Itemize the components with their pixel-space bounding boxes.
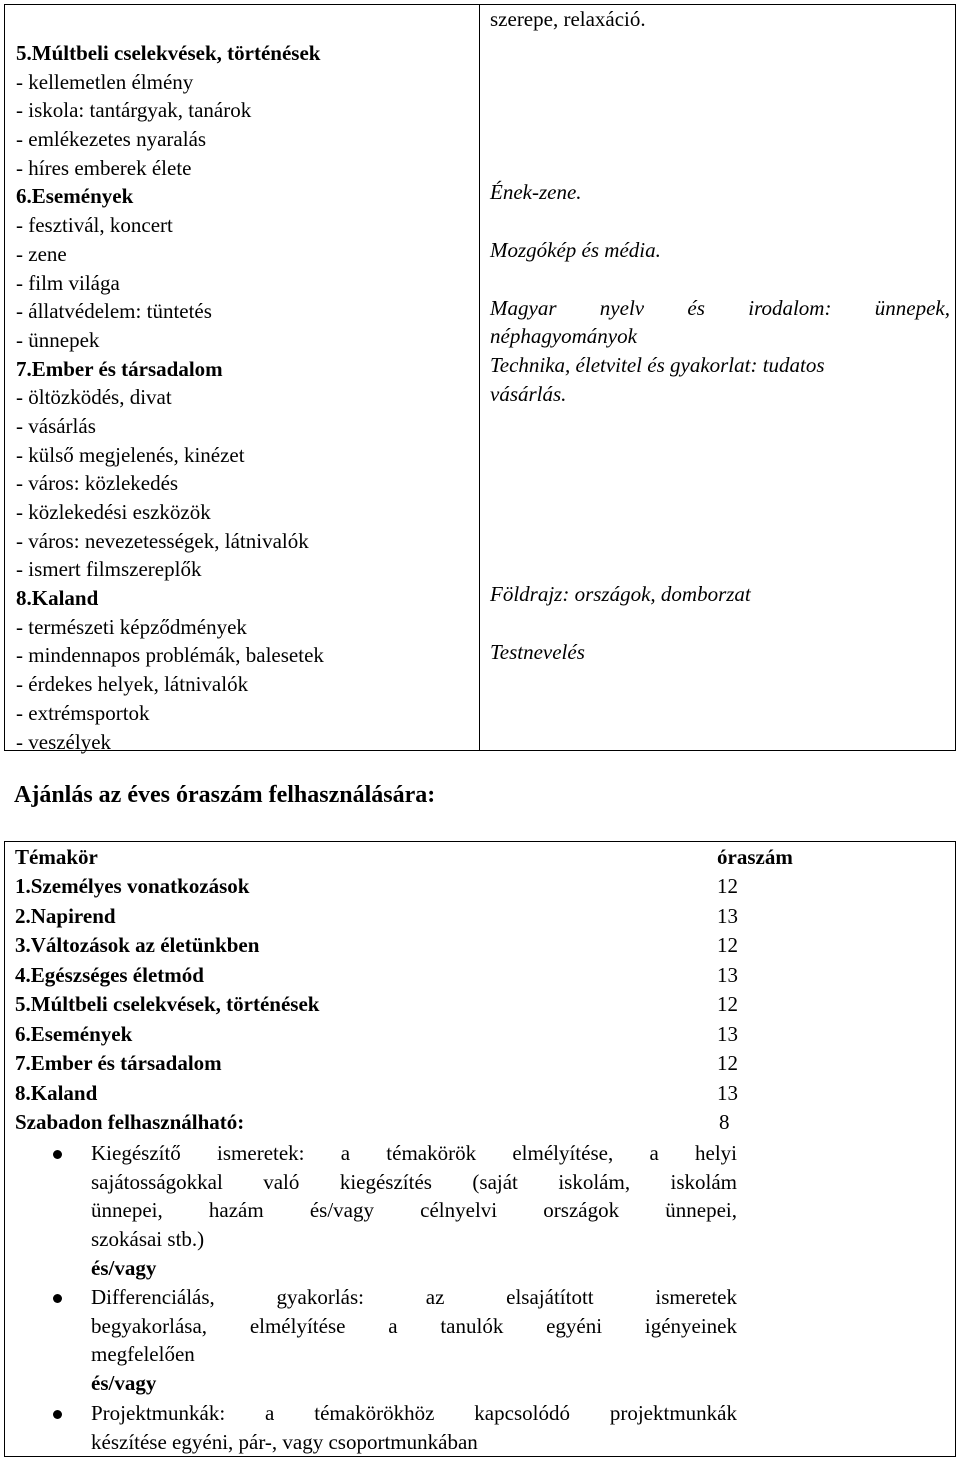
topic-heading: 7.Ember és társadalom (16, 356, 223, 381)
bullet-icon (53, 1150, 62, 1159)
bullet-line: sajátosságokkal való kiegészítés (saját iskolám, iskolám (91, 1169, 737, 1194)
bullet-item (53, 1283, 737, 1403)
table-row-topic: 3.Változások az életünkben (15, 933, 260, 957)
bullet-item (53, 1399, 737, 1457)
table-row-hours: 12 (717, 874, 738, 898)
topic-item: - iskola: tantárgyak, tanárok (16, 98, 252, 123)
free-hours-value: 8 (719, 1110, 730, 1134)
hours-table (4, 841, 956, 1457)
header-topic: Témakör (15, 845, 98, 869)
topic-item: - emlékezetes nyaralás (16, 127, 207, 152)
topic-item: - város: közlekedés (16, 471, 179, 496)
topic-item: - híres emberek élete (16, 155, 192, 180)
subject-link: vásárlás. (490, 382, 567, 406)
table-row-hours: 12 (717, 992, 738, 1016)
bullet-line: Differenciálás, gyakorlás: az elsajátított ismeretek (91, 1285, 737, 1309)
bullet-icon (53, 1294, 62, 1303)
topic-item: - érdekes helyek, látnivalók (16, 672, 249, 697)
topic-item: - város: nevezetességek, látnivalók (16, 528, 309, 553)
table-row-topic: 4.Egészséges életmód (15, 962, 204, 987)
column-divider (479, 5, 480, 750)
bullet-item (53, 1139, 737, 1289)
table-row-topic: 2.Napirend (15, 903, 116, 928)
table-row-hours: 13 (717, 962, 738, 987)
table-row-hours: 13 (717, 1080, 738, 1105)
topic-item: - veszélyek (16, 729, 112, 754)
bullet-line: szokásai stb.) (91, 1227, 205, 1252)
topic-item: - kellemetlen élmény (16, 69, 194, 94)
bullet-text (91, 1399, 737, 1456)
bullet-line: Projektmunkák: a témakörökhöz kapcsolódó projektmunkák (91, 1401, 737, 1425)
subject-link: Testnevelés (490, 640, 585, 664)
topic-item: - ünnepek (16, 327, 100, 352)
topic-heading: 6.Események (16, 184, 134, 209)
topic-item: - zene (16, 241, 67, 266)
bullet-icon (53, 1410, 62, 1419)
topic-item: - film világa (16, 270, 120, 295)
section-heading: Ajánlás az éves óraszám felhasználására: (14, 782, 436, 808)
topic-item: - öltözködés, divat (16, 385, 172, 410)
table-row-hours: 13 (717, 1021, 738, 1046)
subject-link: Magyar nyelv és irodalom: ünnepek, (490, 296, 950, 320)
topics-column (16, 39, 476, 756)
subject-link: Földrajz: országok, domborzat (490, 582, 751, 606)
bullet-line: begyakorlása, elmélyítése a tanulók egyéni igényeinek (91, 1313, 737, 1338)
topic-item: - extrémsportok (16, 700, 150, 725)
subject-link: néphagyományok (490, 324, 637, 348)
bullet-text (91, 1283, 737, 1398)
bullet-line: ünnepei, hazám és/vagy célnyelvi országok ünnepei, (91, 1198, 737, 1223)
table-row-hours: 13 (717, 903, 738, 928)
topic-item: - külső megjelenés, kinézet (16, 442, 245, 467)
topic-heading: 8.Kaland (16, 586, 99, 611)
curriculum-table (4, 4, 956, 754)
header-hours: óraszám (717, 845, 793, 869)
topic-item: - állatvédelem: tüntetés (16, 299, 212, 324)
connector-text: és/vagy (91, 1255, 157, 1280)
topic-item: - ismert filmszereplők (16, 557, 202, 582)
continued-text: szerepe, relaxáció. (490, 7, 646, 31)
subject-link: Mozgókép és média. (490, 238, 661, 262)
subject-link: Technika, életvitel és gyakorlat: tudatos (490, 353, 825, 377)
table-row-topic: 6.Események (15, 1021, 133, 1046)
table-row-hours: 12 (717, 933, 738, 957)
bullet-text (91, 1139, 737, 1283)
free-hours-label: Szabadon felhasználható: (15, 1110, 245, 1134)
bullet-line: Kiegészítő ismeretek: a témakörök elmélyítése, a helyi (91, 1141, 737, 1165)
table-row-topic: 5.Múltbeli cselekvések, történések (15, 992, 320, 1016)
table-row-hours: 12 (717, 1051, 738, 1075)
topic-item: - fesztivál, koncert (16, 213, 173, 238)
table-row-topic: 1.Személyes vonatkozások (15, 874, 250, 898)
bullet-line: készítése egyéni, pár-, vagy csoportmunkában (91, 1429, 478, 1454)
connector-text: és/vagy (91, 1371, 157, 1396)
topic-item: - közlekedési eszközök (16, 500, 211, 524)
bullet-line: megfelelően (91, 1342, 195, 1367)
topic-item: - természeti képződmények (16, 614, 247, 639)
table-row-topic: 7.Ember és társadalom (15, 1051, 222, 1075)
topic-item: - mindennapos problémák, balesetek (16, 643, 324, 668)
subject-link: Ének-zene. (490, 180, 582, 204)
topic-heading: 5.Múltbeli cselekvések, történések (16, 41, 321, 65)
topic-item: - vásárlás (16, 413, 96, 438)
table-row-topic: 8.Kaland (15, 1080, 98, 1105)
